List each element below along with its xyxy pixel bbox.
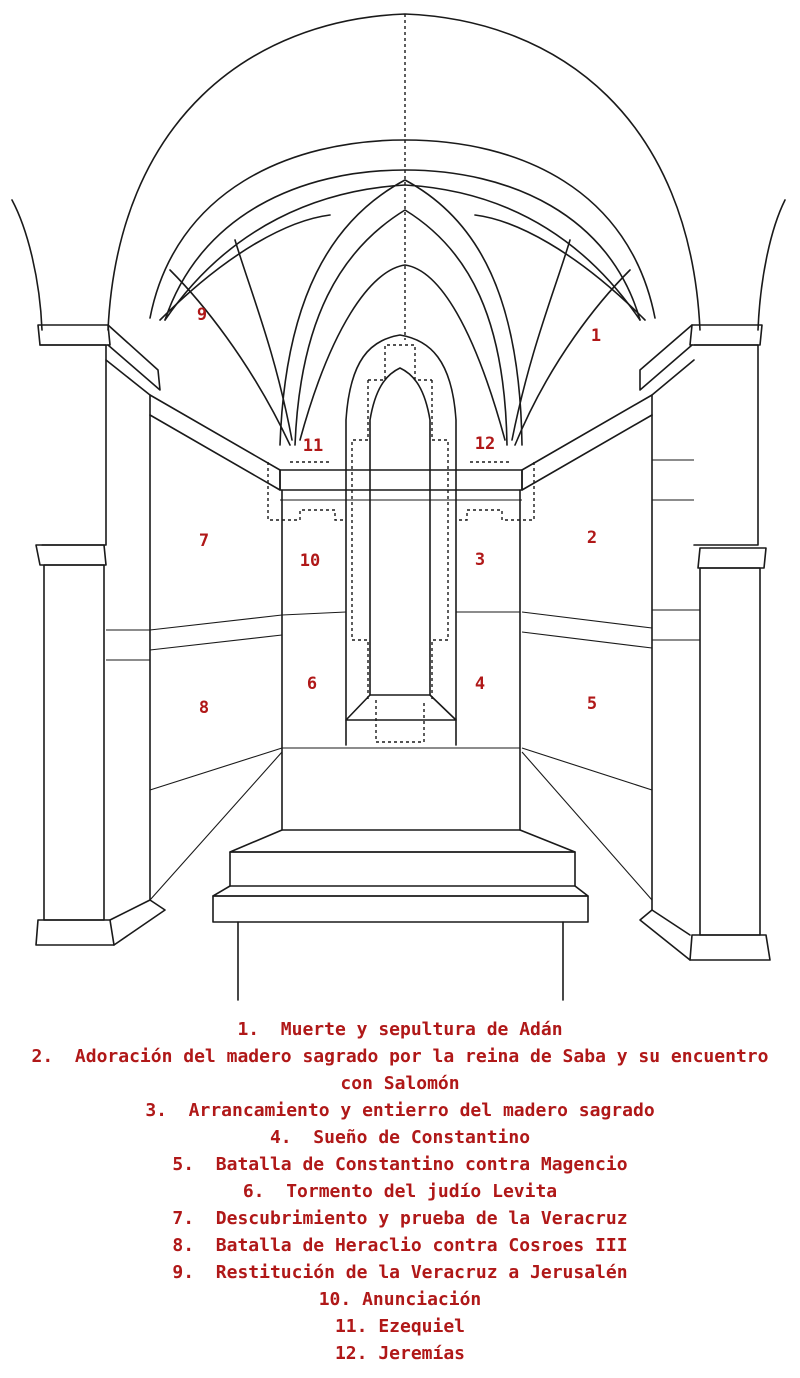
region-number-7: 7: [198, 531, 210, 551]
legend-item-text: Jeremías: [378, 1343, 466, 1364]
legend-item: [0, 1151, 800, 1178]
legend-item-text: Tormento del judío Levita: [286, 1181, 558, 1202]
legend-item-number: 12.: [334, 1343, 379, 1364]
apse-wall: [280, 470, 522, 830]
legend-item: [0, 1286, 800, 1313]
legend-item-text: Muerte y sepultura de Adán: [280, 1019, 563, 1040]
legend-item-number: 9.: [172, 1262, 216, 1283]
legend-item: [0, 1232, 800, 1259]
region-number-8: 8: [198, 698, 210, 718]
legend-item-text: Batalla de Constantino contra Magencio: [215, 1154, 628, 1175]
legend-item-number: 6.: [242, 1181, 287, 1202]
legend-item-number: 7.: [172, 1208, 216, 1229]
region-numbers: [197, 305, 601, 718]
region-number-10: 10: [299, 551, 321, 571]
legend-item: [0, 1178, 800, 1205]
legend-item-text: Arrancamiento y entierro del madero sagrado: [188, 1100, 655, 1121]
legend-item-text: Sueño de Constantino: [313, 1127, 531, 1148]
right-side-arc: [758, 200, 785, 330]
left-pillar: [36, 325, 165, 945]
legend-item: [0, 1340, 800, 1367]
legend: [0, 1016, 800, 1367]
region-number-4: 4: [474, 674, 486, 694]
legend-item-number: 2.: [31, 1046, 75, 1067]
legend-item-number: 10.: [318, 1289, 363, 1310]
region-number-2: 2: [586, 528, 598, 548]
legend-item-number: 5.: [172, 1154, 216, 1175]
altar: [213, 830, 588, 1000]
legend-item: [0, 1097, 800, 1124]
region-number-3: 3: [474, 550, 486, 570]
legend-item-number: 4.: [269, 1127, 314, 1148]
legend-item-text: Batalla de Heraclio contra Cosroes III: [215, 1235, 628, 1256]
region-number-12: 12: [474, 434, 496, 454]
legend-item: [0, 1313, 800, 1340]
legend-item-text: Ezequiel: [378, 1316, 466, 1337]
legend-item-number: 11.: [334, 1316, 379, 1337]
legend-item: [0, 1124, 800, 1151]
legend-item-number: 1.: [237, 1019, 281, 1040]
legend-item-text: Descubrimiento y prueba de la Veracruz: [215, 1208, 628, 1229]
region-number-5: 5: [586, 694, 598, 714]
legend-item-text: Anunciación: [362, 1289, 482, 1310]
right-pillar: [640, 325, 770, 960]
legend-item: [0, 1259, 800, 1286]
region-number-6: 6: [306, 674, 318, 694]
legend-item-text: Restitución de la Veracruz a Jerusalén: [215, 1262, 628, 1283]
legend-item: [0, 1043, 800, 1097]
region-number-9: 9: [196, 305, 208, 325]
legend-item-text: Adoración del madero sagrado por la reina de Saba y su encuentro con Salomón: [74, 1046, 769, 1094]
region-number-11: 11: [302, 436, 324, 456]
left-side-arc: [12, 200, 42, 330]
vault-ribs: [150, 14, 655, 445]
legend-item-number: 8.: [172, 1235, 216, 1256]
legend-item: [0, 1016, 800, 1043]
legend-item-number: 3.: [145, 1100, 189, 1121]
legend-item: [0, 1205, 800, 1232]
region-number-1: 1: [590, 326, 602, 346]
